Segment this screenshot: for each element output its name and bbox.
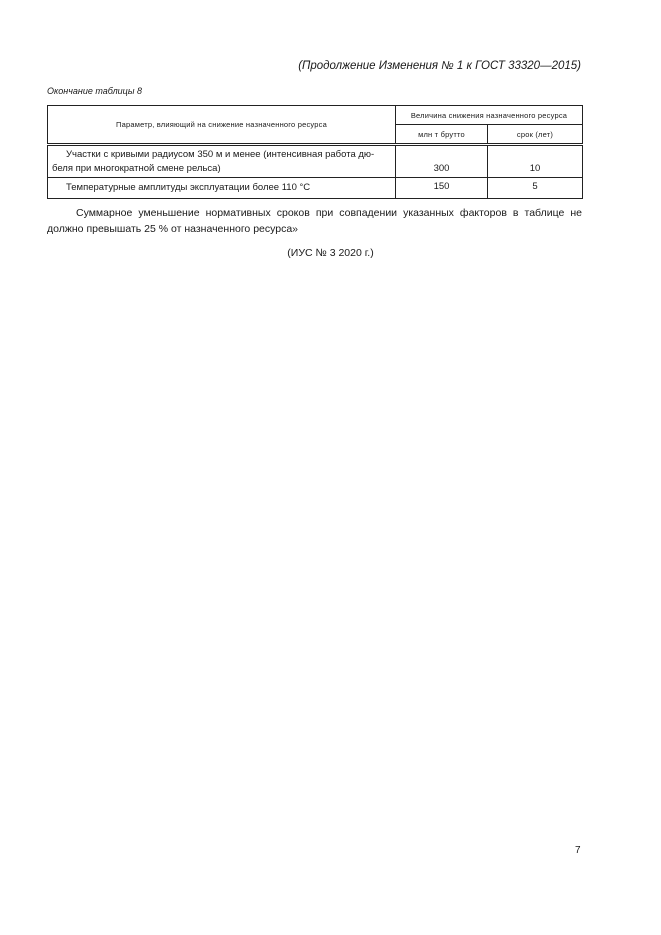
- column-header-group: Величина снижения назначенного ресурса: [396, 106, 583, 125]
- resource-reduction-table: [47, 105, 583, 199]
- table-row: [48, 145, 583, 178]
- summary-paragraph: Суммарное уменьшение нормативных сроков при совпадении указанных факторов в таблице не должно превышать 25 % от назначенного ресурса»: [47, 207, 582, 236]
- running-header: (Продолжение Изменения № 1 к ГОСТ 33320—2015): [298, 60, 581, 72]
- table-body: [48, 145, 583, 199]
- table-cell-mln-t: 150: [396, 177, 488, 198]
- table-cell-mln-t: 300: [396, 145, 488, 178]
- column-header-mln-t: млн т брутто: [396, 125, 488, 145]
- table-row: [48, 177, 583, 198]
- table-cell-years: 5: [488, 177, 583, 198]
- page-number: 7: [575, 845, 581, 856]
- column-header-parameter: Параметр, влияющий на снижение назначенного ресурса: [48, 106, 396, 145]
- table-caption: Окончание таблицы 8: [47, 86, 142, 96]
- parameter-text-line-1: Участки с кривыми радиусом 350 м и менее (интенсивная работа дю-: [66, 149, 375, 160]
- table-head: [48, 106, 583, 145]
- source-note: (ИУС № 3 2020 г.): [287, 247, 374, 259]
- column-header-years: срок (лет): [488, 125, 583, 145]
- table-cell-parameter: Температурные амплитуды эксплуатации более 110 °С: [48, 177, 396, 198]
- table-cell-parameter: [48, 145, 396, 178]
- table-header-row-1: [48, 106, 583, 125]
- parameter-text-line-2: беля при многократной смене рельса): [52, 162, 221, 174]
- table-cell-years: 10: [488, 145, 583, 178]
